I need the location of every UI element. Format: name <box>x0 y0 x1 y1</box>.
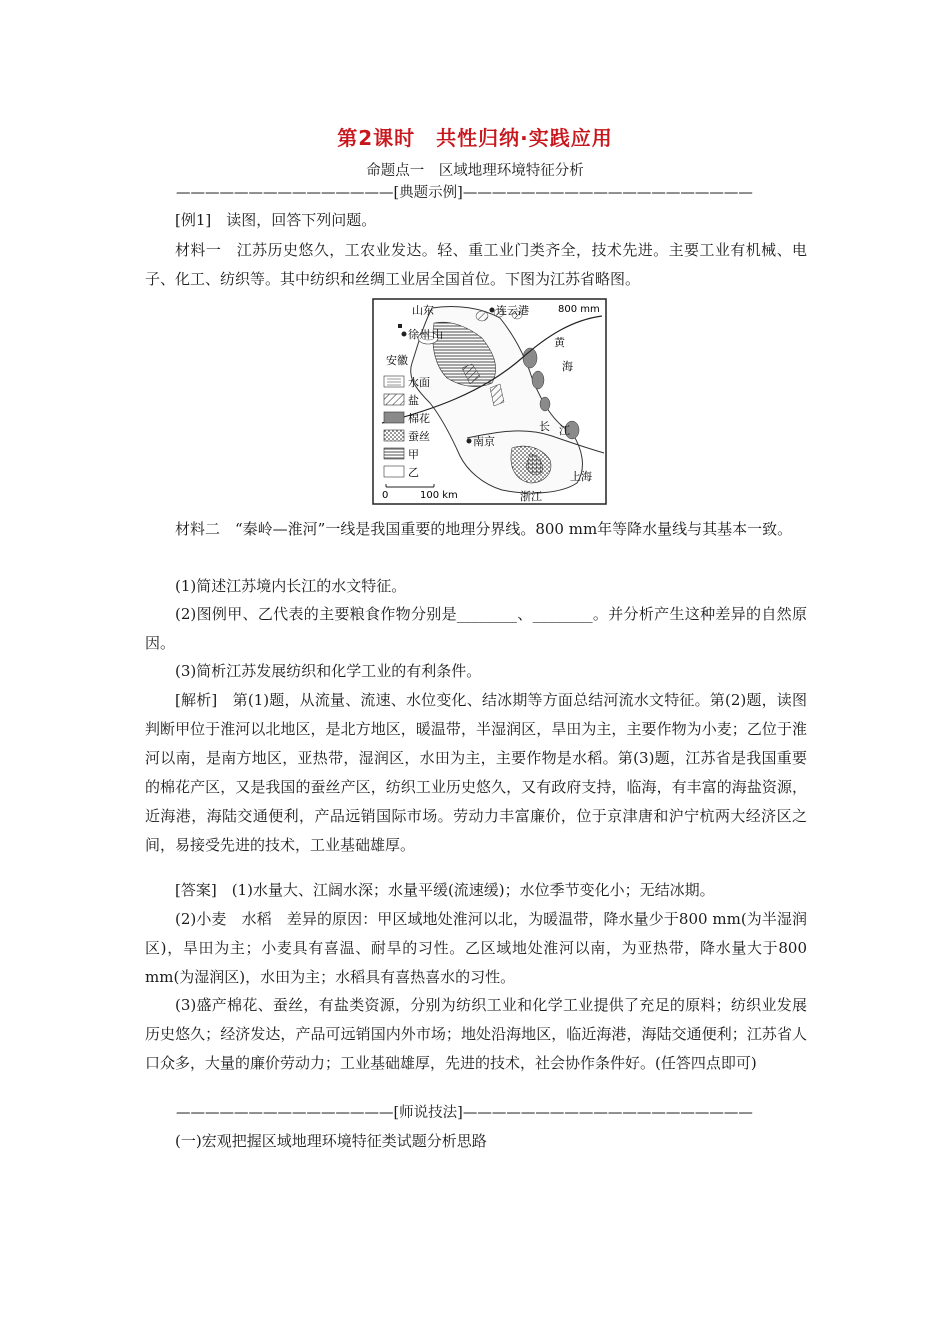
lianyungang-dot <box>490 308 495 313</box>
method-point-1: (一)宏观把握区域地理环境特征类试题分析思路 <box>175 1132 487 1150</box>
legend-swatch-jia <box>384 448 404 459</box>
label-zhejiang: 浙江 <box>520 490 542 503</box>
shandong-marker <box>398 324 402 328</box>
answer-2: (2)小麦 水稻 差异的原因：甲区域地处淮河以北，为暖温带，降水量少于800 mm(为半湿润区)，旱田为主；小麦具有喜温、耐旱的习性。乙区域地处淮河以南，为亚热带，降水量大于800 mm(为湿润区)，水田为主；水稻具有喜热喜水的习性。 <box>145 910 807 986</box>
label-chang: 长 <box>539 420 550 433</box>
material-one: 材料一 江苏历史悠久，工农业发达。轻、重工业门类齐全，技术先进。主要工业有机械、电子、化工、纺织等。其中纺织和丝绸工业居全国首位。下图为江苏省略图。 <box>145 241 807 288</box>
cotton-area <box>540 397 550 411</box>
question-3: (3)简析江苏发展纺织和化学工业的有利条件。 <box>175 662 482 680</box>
legend-swatch-water <box>384 376 404 387</box>
label-shanghai: 上海 <box>570 470 592 483</box>
label-shan: 山 <box>432 328 443 341</box>
label-lianyungang: 连云港 <box>496 304 529 317</box>
legend-swatch-yi <box>384 466 404 477</box>
salt-area <box>476 311 488 321</box>
label-huang: 黄 <box>554 336 565 349</box>
scale-zero: 0 <box>382 490 389 501</box>
label-hai: 海 <box>562 360 573 373</box>
method-divider: ———————————————[师说技法]———————————————————— <box>176 1105 753 1121</box>
label-nanjing: 南京 <box>473 435 495 448</box>
question-2: (2)图例甲、乙代表的主要粮食作物分别是________、________。并分析产生这种差异的自然原因。 <box>145 605 807 652</box>
example-intro: [例1] 读图，回答下列问题。 <box>175 211 377 229</box>
example-divider: ———————————————[典题示例]———————————————————— <box>176 185 753 201</box>
legend-label: 棉花 <box>408 412 430 425</box>
lesson-title: 第2课时 共性归纳·实践应用 <box>337 126 613 150</box>
cotton-area <box>532 371 544 389</box>
legend-label: 盐 <box>408 394 419 407</box>
legend-label: 甲 <box>408 448 419 461</box>
legend-label: 水面 <box>408 376 430 389</box>
material-two: 材料二 “秦岭—淮河”一线是我国重要的地理分界线。800 mm年等降水量线与其基本一致。 <box>175 520 793 538</box>
label-isohyet: 800 mm <box>558 304 600 315</box>
question-1: (1)简述江苏境内长江的水文特征。 <box>175 577 407 595</box>
nanjing-dot <box>467 439 472 444</box>
jiangsu-map-figure <box>372 298 607 505</box>
legend-label: 蚕丝 <box>408 430 430 443</box>
answer-1: [答案] (1)水量大、江阔水深；水量平缓(流速缓)；水位季节变化小；无结冰期。 <box>175 881 715 899</box>
legend-swatch-silk <box>384 430 404 441</box>
label-jiang: 江 <box>559 424 570 437</box>
xuzhou-dot <box>402 332 407 337</box>
legend-label: 乙 <box>408 466 419 479</box>
label-shandong: 山东 <box>412 304 434 317</box>
legend-swatch-cotton <box>384 412 404 423</box>
answer-3: (3)盛产棉花、蚕丝，有盐类资源，分别为纺织工业和化学工业提供了充足的原料；纺织业发展历史悠久；经济发达，产品可远销国内外市场；地处沿海地区，临近海港，海陆交通便利；江苏省人口众多，大量的廉价劳动力；工业基础雄厚，先进的技术，社会协作条件好。(任答四点即可) <box>145 996 807 1072</box>
jiangsu-map <box>372 298 607 505</box>
scale-length: 100 km <box>420 490 458 501</box>
label-xuzhou: 徐州 <box>408 328 430 341</box>
analysis: [解析] 第(1)题，从流量、流速、水位变化、结冰期等方面总结河流水文特征。第(2)题，读图判断甲位于淮河以北地区，是北方地区，暖温带，半湿润区，旱田为主，主要作物为小麦；乙位于淮河以南，是南方地区，亚热带，湿润区，水田为主，主要作物是水稻。第(3)题，江苏省是我国重要的棉花产区，又是我国的蚕丝产区，纺织工业历史悠久，又有政府支持，临海，有丰富的海盐资源，近海港，海陆交通便利，产品远销国际市场。劳动力丰富廉价，位于京津唐和沪宁杭两大经济区之间，易接受先进的技术，工业基础雄厚。 <box>145 691 807 854</box>
label-anhui: 安徽 <box>386 354 408 367</box>
section-subtitle: 命题点一 区域地理环境特征分析 <box>366 163 584 179</box>
legend-swatch-salt <box>384 394 404 405</box>
